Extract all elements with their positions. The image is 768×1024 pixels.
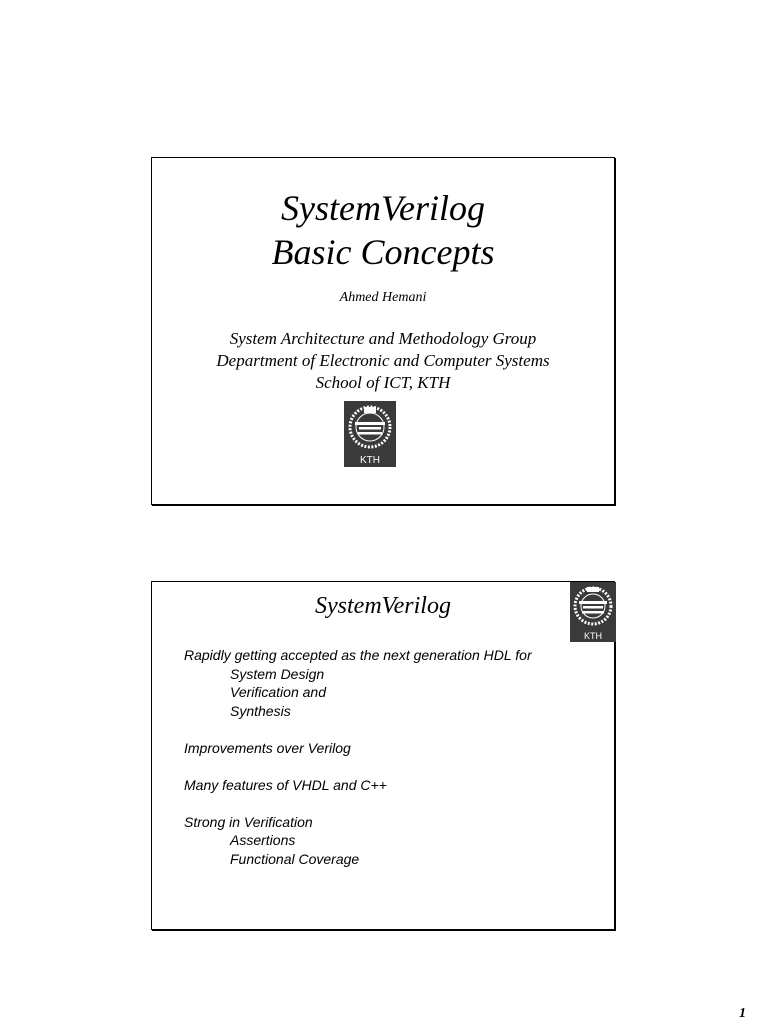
affiliation-group: System Architecture and Methodology Group [229, 329, 537, 348]
title-slide [151, 157, 615, 505]
slide-title [152, 186, 614, 274]
sub-bullet-item: Verification and [230, 684, 326, 700]
content-slide [151, 581, 615, 930]
slide-title: SystemVerilog [315, 593, 451, 619]
bullet-item: Improvements over Verilog [184, 739, 351, 756]
affiliation-school: School of ICT, KTH [315, 373, 451, 392]
sub-bullet-item: Assertions [230, 832, 296, 848]
bullet-group [184, 776, 532, 795]
title-line-2: Basic Concepts [271, 232, 495, 272]
kth-seal-graphic [570, 582, 616, 642]
kth-logo-text: KTH [360, 455, 380, 466]
sub-bullet-item: Synthesis [230, 702, 291, 719]
title-line-1: SystemVerilog [281, 188, 485, 228]
affiliation-department: Department of Electronic and Computer Systems [216, 351, 550, 370]
page-number: 1 [739, 1006, 746, 1021]
sub-bullet-item: System Design [230, 665, 325, 682]
author-name: Ahmed Hemani [339, 290, 427, 305]
bullet-list [184, 646, 532, 887]
bullet-group [184, 646, 532, 720]
bullet-item: Rapidly getting accepted as the next generation HDL for [184, 647, 532, 663]
bullet-group [184, 739, 532, 758]
kth-logo-icon [570, 582, 616, 642]
kth-seal-graphic [344, 401, 396, 467]
sub-bullet-item: Functional Coverage [230, 850, 360, 867]
kth-logo-icon [344, 401, 396, 467]
bullet-item: Strong in Verification [184, 813, 313, 830]
bullet-group [184, 813, 532, 869]
bullet-item: Many features of VHDL and C++ [184, 776, 387, 793]
affiliation [152, 328, 614, 394]
kth-logo-text: KTH [584, 631, 602, 641]
